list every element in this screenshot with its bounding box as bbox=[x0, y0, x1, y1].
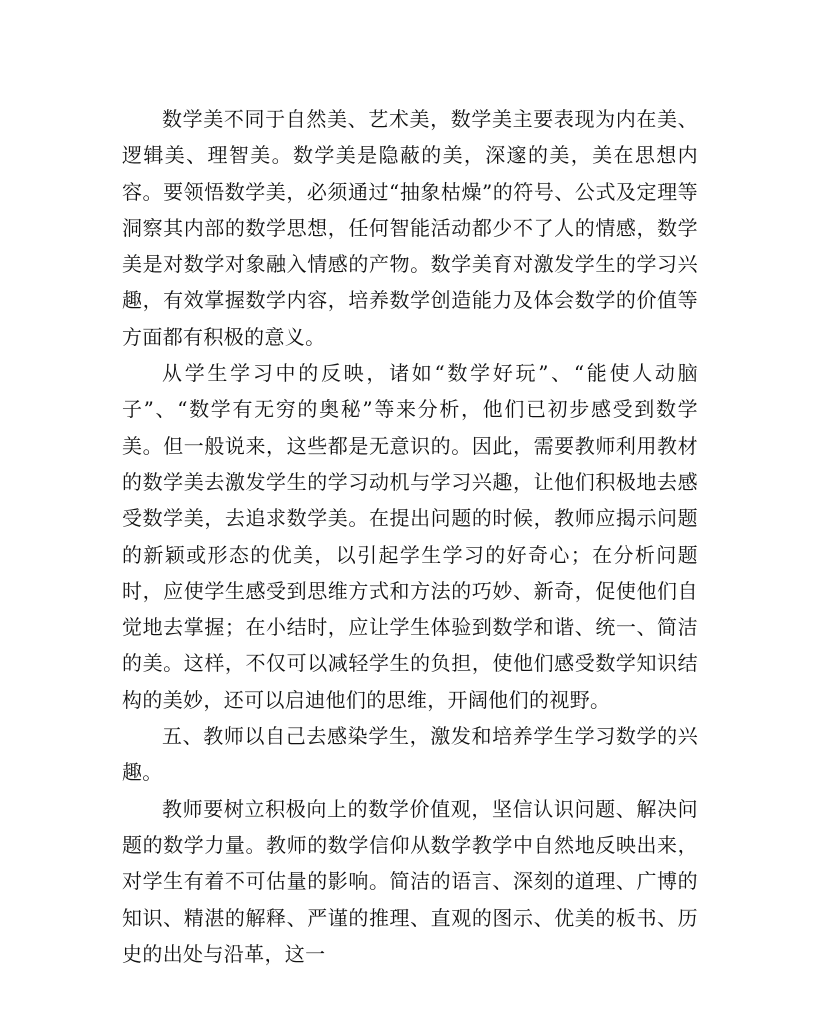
paragraph-teacher-values: 教师要树立积极向上的数学价值观，坚信认识问题、解决问题的数学力量。教师的数学信仰从数学教学中自然地反映出来，对学生有着不可估量的影响。简洁的语言、深刻的道理、广博的知识、精湛的解释、严谨的推理、直观的图示、优美的板书、历史的出处与沿革，这一 bbox=[122, 796, 698, 966]
section-heading-five: 五、教师以自己去感染学生，激发和培养学生学习数学的兴趣。 bbox=[122, 724, 698, 785]
paragraph-math-beauty: 数学美不同于自然美、艺术美，数学美主要表现为内在美、逻辑美、理智美。数学美是隐蔽的美，深邃的美，美在思想内容。要领悟数学美，必须通过“抽象枯燥”的符号、公式及定理等洞察其内部的数学思想，任何智能活动都少不了人的情感，数学美是对数学对象融入情感的产物。数学美育对激发学生的学习兴趣，有效掌握数学内容，培养数学创造能力及体会数学的价值等方面都有积极的意义。 bbox=[122, 107, 698, 349]
document-body bbox=[122, 101, 698, 972]
paragraph-student-perception: 从学生学习中的反映，诸如“数学好玩”、“能使人动脑子”、“数学有无穷的奥秘”等来分析，他们已初步感受到数学美。但一般说来，这些都是无意识的。因此，需要教师利用教材的数学美去激发学生的学习动机与学习兴趣，让他们积极地去感受数学美，去追求数学美。在提出问题的时候，教师应揭示问题的新颖或形态的优美，以引起学生学习的好奇心；在分析问题时，应使学生感受到思维方式和方法的巧妙、新奇，促使他们自觉地去掌握；在小结时，应让学生体验到数学和谐、统一、简洁的美。这样，不仅可以减轻学生的负担，使他们感受数学知识结构的美妙，还可以启迪他们的思维，开阔他们的视野。 bbox=[122, 361, 698, 712]
